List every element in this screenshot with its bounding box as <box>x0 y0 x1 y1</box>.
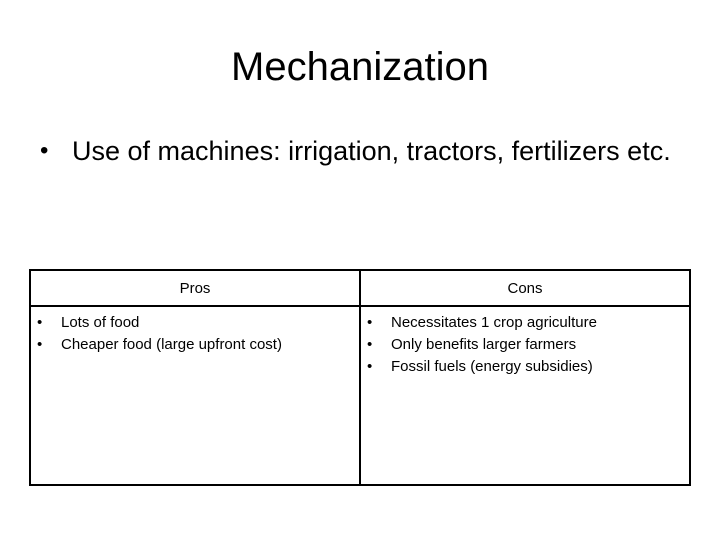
cons-item-text: Fossil fuels (energy subsidies) <box>391 358 593 375</box>
bullet-dot-icon: • <box>37 314 43 331</box>
bullet-dot-icon: • <box>37 336 43 353</box>
pros-cell <box>30 306 360 485</box>
list-item <box>361 334 689 356</box>
slide-title: Mechanization <box>231 45 489 89</box>
bullet-dot-icon: • <box>367 358 373 375</box>
bullet-dot-icon: • <box>367 336 373 353</box>
list-item <box>361 356 689 378</box>
table-header-row <box>30 270 690 306</box>
pros-cons-table-wrap <box>29 269 691 486</box>
bullet-dot-icon: • <box>367 314 373 331</box>
cons-cell <box>360 306 690 485</box>
bullet-text: Use of machines: irrigation, tractors, fertilizers etc. <box>72 136 671 166</box>
bullet-list <box>36 132 696 170</box>
cons-header: Cons <box>360 270 690 306</box>
cons-list <box>361 312 689 378</box>
pros-list <box>31 312 359 356</box>
pros-item-text: Lots of food <box>61 314 140 331</box>
pros-header: Pros <box>30 270 360 306</box>
bullet-item <box>36 132 696 170</box>
cons-item-text: Necessitates 1 crop agriculture <box>391 314 597 331</box>
list-item <box>31 312 359 334</box>
cons-item-text: Only benefits larger farmers <box>391 336 577 353</box>
list-item <box>361 312 689 334</box>
pros-cons-table <box>29 269 691 486</box>
pros-item-text: Cheaper food (large upfront cost) <box>61 336 282 353</box>
list-item <box>31 334 359 356</box>
bullet-dot-icon: • <box>40 137 49 164</box>
table-row <box>30 306 690 485</box>
